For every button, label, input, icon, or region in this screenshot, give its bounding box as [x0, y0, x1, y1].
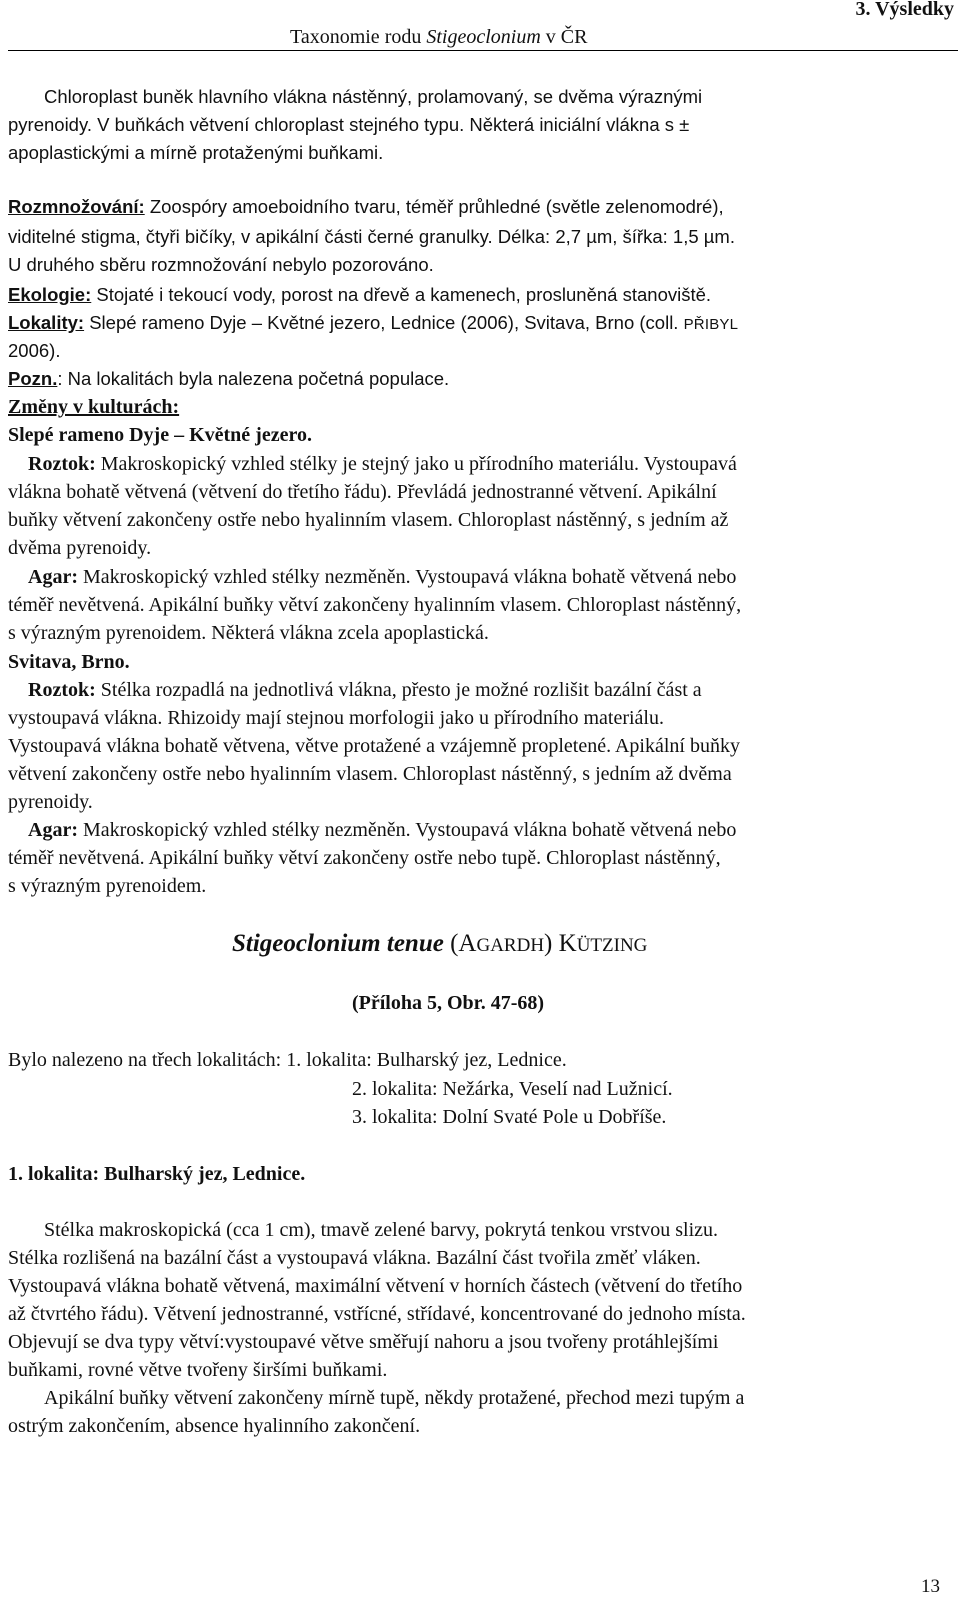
site2-agar-line-1 — [28, 819, 736, 841]
note-line — [8, 368, 449, 390]
site2-roztok-line-4: větvení zakončeny ostře nebo hyalinním vlasem. Chloroplast nástěnný, s jedním až dvěma — [8, 763, 732, 785]
ecology-line — [8, 284, 711, 306]
chloroplast-line-3: apoplastickými a mírně protaženými buňkami. — [8, 142, 384, 163]
note-label: Pozn. — [8, 368, 58, 389]
site2-agar-line-3: s výrazným pyrenoidem. — [8, 875, 207, 897]
localities-author: PŘIBYL — [683, 316, 739, 333]
ecology-label: Ekologie: — [8, 284, 92, 305]
localities-line-1 — [8, 312, 738, 336]
species-author-open: (A — [443, 930, 477, 957]
reproduction-line-1 — [8, 196, 724, 218]
locality-1-heading: 1. lokalita: Bulharský jez, Lednice. — [8, 1163, 306, 1185]
site2-agar-line-2: téměř nevětvená. Apikální buňky větví zakončeny ostře nebo tupě. Chloroplast nástěnný, — [8, 847, 721, 869]
locality-3: 3. lokalita: Dolní Svaté Pole u Dobříše. — [352, 1106, 667, 1128]
species-author2: ÜTZING — [576, 935, 648, 956]
running-title-prefix: Taxonomie rodu — [290, 26, 427, 48]
site2-roztok-line-5: pyrenoidy. — [8, 791, 93, 813]
species-author1: GARDH — [476, 935, 545, 956]
site2-roztok-line-1 — [28, 679, 702, 701]
localities-label: Lokality: — [8, 312, 85, 333]
running-title-genus: Stigeoclonium — [426, 26, 541, 48]
description-line-8: ostrým zakončením, absence hyalinního zakončení. — [8, 1415, 421, 1437]
plate-reference: (Příloha 5, Obr. 47-68) — [352, 992, 545, 1014]
running-title-suffix: v ČR — [540, 26, 588, 48]
found-intro-line — [8, 1049, 567, 1071]
locality-1: 1. lokalita: Bulharský jez, Lednice. — [286, 1049, 567, 1071]
agar-label-2: Agar: — [28, 819, 78, 841]
running-header — [290, 26, 587, 49]
header-rule — [8, 50, 958, 51]
cultures-heading: Změny v kulturách: — [8, 396, 180, 418]
reproduction-label: Rozmnožování: — [8, 196, 145, 217]
description-line-1: Stélka makroskopická (cca 1 cm), tmavě zelené barvy, pokrytá tenkou vrstvou slizu. — [44, 1219, 719, 1241]
site2-roztok-line-2: vystoupavá vlákna. Rhizoidy mají stejnou morfologii jako u přírodního materiálu. — [8, 707, 664, 729]
species-heading — [232, 930, 647, 958]
locality-2: 2. lokalita: Nežárka, Veselí nad Lužnicí. — [352, 1078, 673, 1100]
note-text: : Na lokalitách byla nalezena početná populace. — [57, 368, 450, 389]
agar-label: Agar: — [28, 566, 78, 588]
chloroplast-line-1: Chloroplast buněk hlavního vlákna nástěnný, prolamovaný, se dvěma výraznými — [44, 86, 703, 107]
site1-roztok-line-3: buňky větvení zakončeny ostře nebo hyalinním vlasem. Chloroplast nástěnný, s jedním až — [8, 509, 729, 531]
description-line-6: buňkami, rovné větve tvořeny širšími buňkami. — [8, 1359, 388, 1381]
site1-heading: Slepé rameno Dyje – Květné jezero. — [8, 424, 312, 446]
description-line-4: až čtvrtého řádu). Větvení jednostranné, vstřícné, střídavé, koncentrované do jednoho místa. — [8, 1303, 746, 1325]
ecology-text: Stojaté i tekoucí vody, porost na dřevě a kamenech, prosluněná stanoviště. — [91, 284, 712, 305]
species-author-mid: ) K — [544, 930, 577, 957]
found-intro: Bylo nalezeno na třech lokalitách: — [8, 1049, 287, 1071]
site2-roztok-line-3: Vystoupavá vlákna bohatě větvena, větve protažené a vzájemně propletené. Apikální buňky — [8, 735, 740, 757]
description-line-7: Apikální buňky větvení zakončeny mírně tupě, někdy protažené, přechod mezi tupým a — [44, 1387, 745, 1409]
site1-roztok-line-1 — [28, 453, 737, 475]
site1-roztok-line-4: dvěma pyrenoidy. — [8, 537, 152, 559]
page-number: 13 — [921, 1576, 940, 1597]
description-line-5: Objevují se dva typy větví:vystoupavé větve směřují nahoru a jsou tvořeny protáhlejšími — [8, 1331, 719, 1353]
roztok-label-2: Roztok: — [28, 679, 96, 701]
site2-agar-text-1: Makroskopický vzhled stélky nezměněn. Vystoupavá vlákna bohatě větvená nebo — [77, 819, 737, 841]
site1-agar-line-2: téměř nevětvená. Apikální buňky větví zakončeny hyalinním vlasem. Chloroplast nástěnný, — [8, 594, 742, 616]
site1-agar-line-3: s výrazným pyrenoidem. Některá vlákna zcela apoplastická. — [8, 622, 489, 644]
description-line-2: Stélka rozlišená na bazální část a vystoupavá vlákna. Bazální část tvořila změť vláken. — [8, 1247, 701, 1269]
section-title: 3. Výsledky — [855, 0, 954, 20]
description-line-3: Vystoupavá vlákna bohatě větvená, maximální větvení v horních částech (větvení do třetího — [8, 1275, 743, 1297]
site2-roztok-text-1: Stélka rozpadlá na jednotlivá vlákna, přesto je možné rozlišit bazální část a — [95, 679, 702, 701]
roztok-label: Roztok: — [28, 453, 96, 475]
reproduction-line-3: U druhého sběru rozmnožování nebylo pozorováno. — [8, 254, 434, 275]
reproduction-text-1: Zoospóry amoeboidního tvaru, téměř průhledné (světle zelenomodré), — [144, 196, 724, 217]
localities-text: Slepé rameno Dyje – Květné jezero, Lednice (2006), Svitava, Brno (coll. — [84, 312, 684, 333]
chloroplast-line-2: pyrenoidy. V buňkách větvení chloroplast stejného typu. Některá iniciální vlákna s ± — [8, 114, 690, 135]
site1-agar-text-1: Makroskopický vzhled stélky nezměněn. Vystoupavá vlákna bohatě větvená nebo — [77, 566, 737, 588]
localities-line-2: 2006). — [8, 340, 61, 361]
site2-heading: Svitava, Brno. — [8, 651, 130, 673]
reproduction-line-2: viditelné stigma, čtyři bičíky, v apikální části černé granulky. Délka: 2,7 µm, šířka: 1,5 µm. — [8, 226, 735, 247]
site1-roztok-text-1: Makroskopický vzhled stélky je stejný jako u přírodního materiálu. Vystoupavá — [95, 453, 737, 475]
species-name: Stigeoclonium tenue — [232, 930, 444, 957]
site1-agar-line-1 — [28, 566, 736, 588]
site1-roztok-line-2: vlákna bohatě větvená (větvení do třetího řádu). Převládá jednostranné větvení. Apikální — [8, 481, 717, 503]
